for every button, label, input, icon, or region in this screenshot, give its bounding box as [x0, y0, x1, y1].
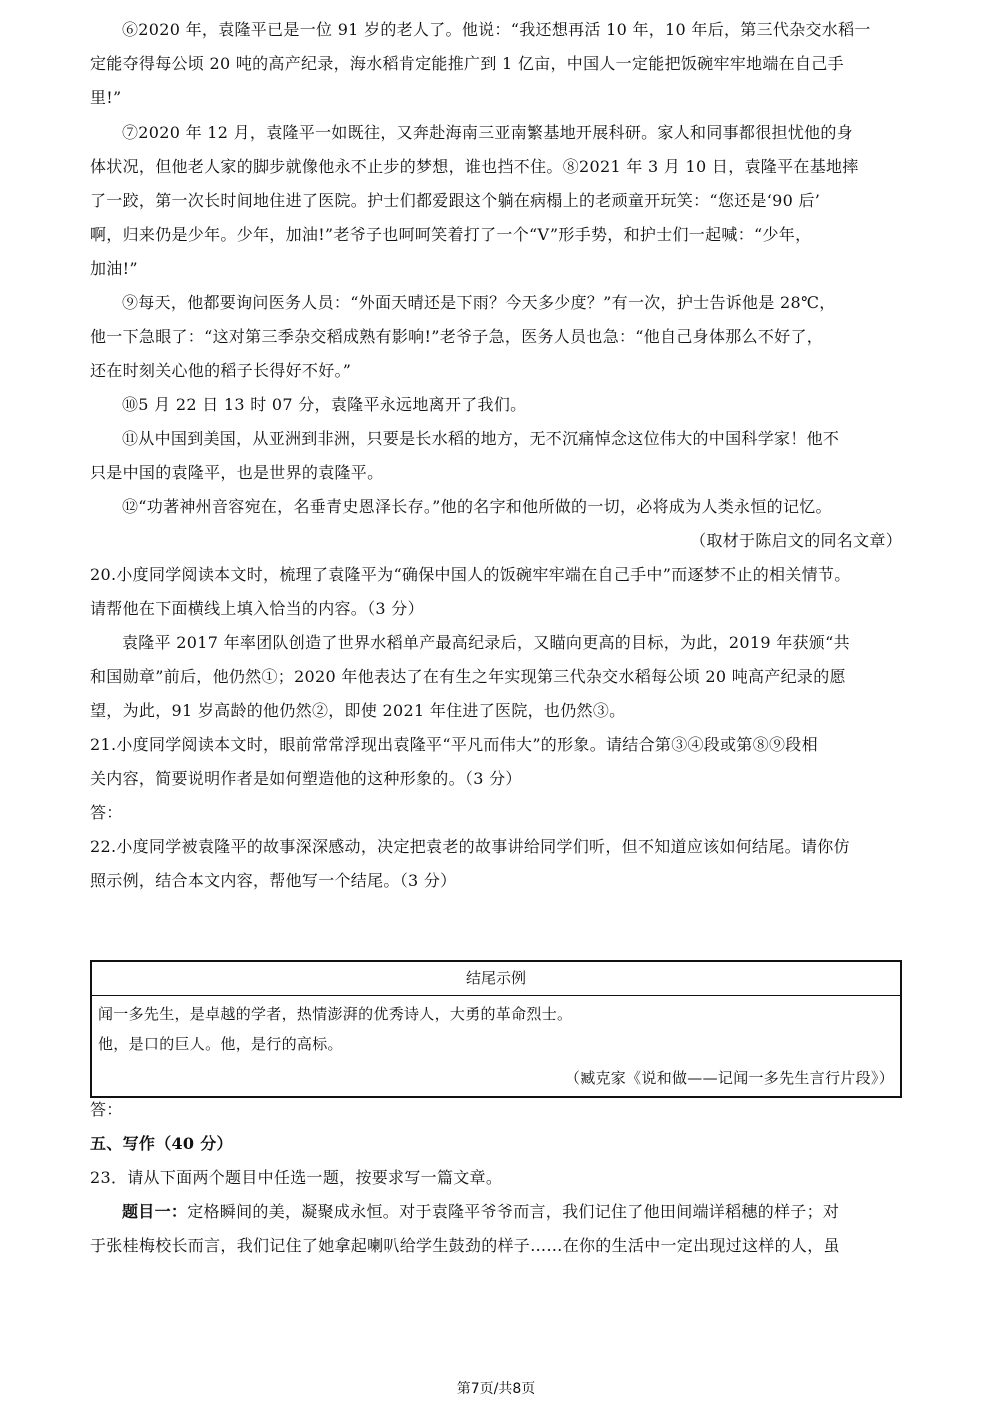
- example-box-source: （臧克家《说和做——记闻一多先生言行片段》）: [564, 1069, 894, 1087]
- example-box: [90, 960, 902, 1098]
- q22-answer-label: 答：: [90, 1100, 123, 1119]
- q22-line1: 22.小度同学被袁隆平的故事深深感动，决定把袁老的故事讲给同学们听，但不知道应该如何结尾。请你仿: [90, 837, 850, 856]
- q21-line1: 21.小度同学阅读本文时，眼前常常浮现出袁隆平“平凡而伟大”的形象。请结合第③④段或第⑧⑨段相: [90, 735, 818, 754]
- para10: ⑩5 月 22 日 13 时 07 分，袁隆平永远地离开了我们。: [122, 395, 527, 414]
- para7-line5: 加油!”: [90, 259, 138, 278]
- para7-line4: 啊，归来仍是少年。少年，加油!”老爷子也呵呵笑着打了一个“V”形手势，和护士们一起喊：“少年，: [90, 225, 812, 244]
- para7-line1: ⑦2020 年 12 月，袁隆平一如既往，又奔赴海南三亚南繁基地开展科研。家人和同事都很担忧他的身: [122, 123, 854, 142]
- page-number: 第7页/共8页: [456, 1381, 536, 1397]
- q20-fill-line1: 袁隆平 2017 年率团队创造了世界水稻单产最高纪录后，又瞄向更高的目标，为此，2019 年获颁“共: [122, 633, 850, 652]
- q20-fill-line3: 望，为此，91 岁高龄的他仍然②，即使 2021 年住进了医院，也仍然③。: [90, 701, 626, 720]
- topic1-line2: 于张桂梅校长而言，我们记住了她拿起喇叭给学生鼓劲的样子……在你的生活中一定出现过这样的人，虽: [90, 1236, 840, 1255]
- para6-line2: 定能夺得每公顷 20 吨的高产纪录，海水稻肯定能推广到 1 亿亩，中国人一定能把饭碗牢牢地端在自己手: [90, 54, 844, 73]
- para6-line3: 里!”: [90, 88, 122, 107]
- para9-line1: ⑨每天，他都要询问医务人员：“外面天晴还是下雨？今天多少度？”有一次，护士告诉他是 28℃，: [122, 293, 836, 312]
- topic1-label: 题目一：: [122, 1202, 188, 1221]
- q21-line2: 关内容，简要说明作者是如何塑造他的这种形象的。（3 分）: [90, 769, 522, 788]
- para6-line1: ⑥2020 年，袁隆平已是一位 91 岁的老人了。他说：“我还想再活 10 年，10 年后，第三代杂交水稻一: [122, 20, 871, 39]
- para9-line3: 还在时刻关心他的稻子长得好不好。”: [90, 361, 352, 380]
- topic1-line1: [122, 1202, 902, 1222]
- q21-answer-label: 答：: [90, 803, 123, 822]
- example-box-title: 结尾示例: [92, 962, 900, 996]
- para7-line3: 了一跤，第一次长时间地住进了医院。护士们都爱跟这个躺在病榻上的老顽童开玩笑：“您还是‘90 后’: [90, 191, 821, 210]
- example-box-line2: 他，是口的巨人。他，是行的高标。: [98, 1035, 343, 1053]
- q20-line1: 20.小度同学阅读本文时，梳理了袁隆平为“确保中国人的饭碗牢牢端在自己手中”而逐梦不止的相关情节。: [90, 565, 851, 584]
- passage-source: （取材于陈启文的同名文章）: [690, 531, 902, 550]
- para9-line2: 他一下急眼了：“这对第三季杂交稻成熟有影响!”老爷子急，医务人员也急：“他自己身体那么不好了，: [90, 327, 824, 346]
- example-box-line1: 闻一多先生，是卓越的学者，热情澎湃的优秀诗人，大勇的革命烈士。: [98, 1005, 573, 1023]
- q20-line2: 请帮他在下面横线上填入恰当的内容。（3 分）: [90, 599, 424, 618]
- q23-instruction: 23．请从下面两个题目中任选一题，按要求写一篇文章。: [90, 1168, 503, 1187]
- para7-line2: 体状况，但他老人家的脚步就像他永不止步的梦想，谁也挡不住。⑧2021 年 3 月 10 日，袁隆平在基地摔: [90, 157, 859, 176]
- para12: ⑫“功著神州音容宛在，名垂青史恩泽长存。”他的名字和他所做的一切，必将成为人类永恒的记忆。: [122, 497, 832, 516]
- para11-line1: ⑪从中国到美国，从亚洲到非洲，只要是长水稻的地方，无不沉痛悼念这位伟大的中国科学家！他不: [122, 429, 840, 448]
- q22-line2: 照示例，结合本文内容，帮他写一个结尾。（3 分）: [90, 871, 457, 890]
- q20-fill-line2: 和国勋章”前后，他仍然①；2020 年他表达了在有生之年实现第三代杂交水稻每公顷 20 吨高产纪录的愿: [90, 667, 846, 686]
- section5-title: 五、写作（40 分）: [90, 1134, 233, 1153]
- topic1-text1: 定格瞬间的美，凝聚成永恒。对于袁隆平爷爷而言，我们记住了他田间端详稻穗的样子；对: [187, 1202, 840, 1221]
- para11-line2: 只是中国的袁隆平，也是世界的袁隆平。: [90, 463, 384, 482]
